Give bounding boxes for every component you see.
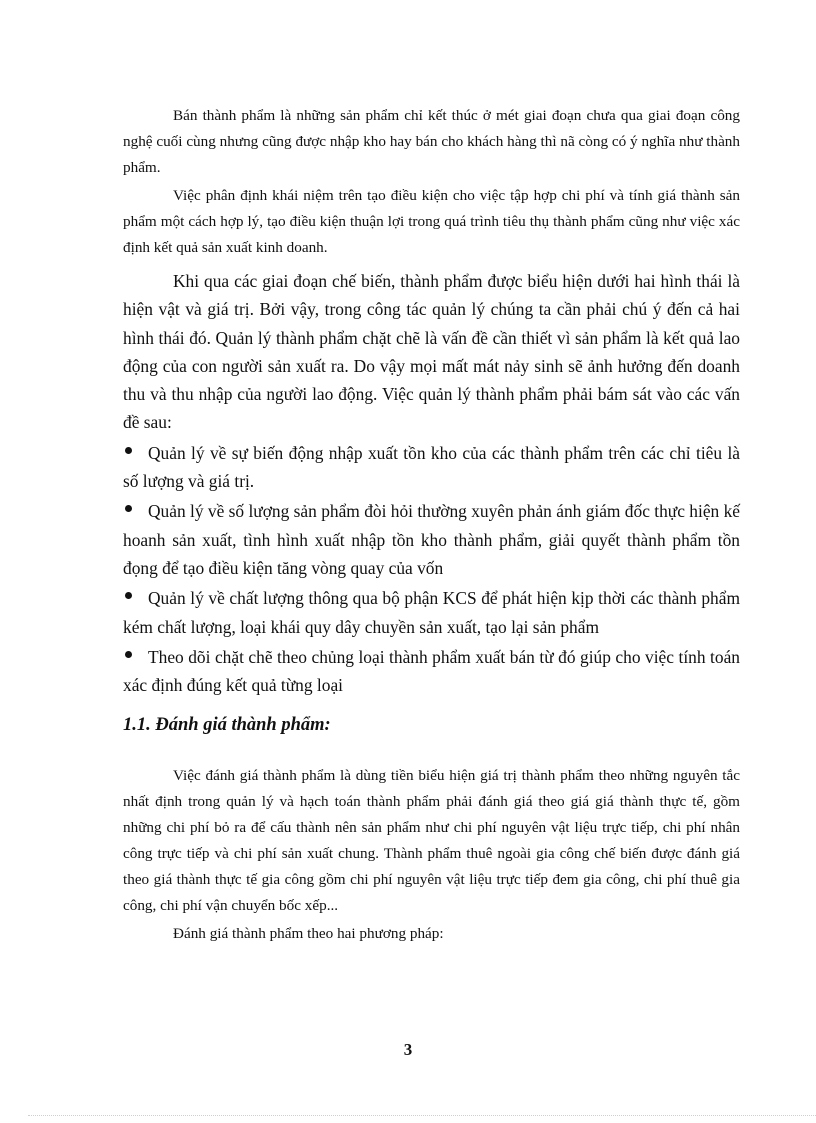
bullet-icon	[125, 592, 132, 599]
paragraph-semi-finished-products: Bán thành phẩm là những sản phẩm chỉ kết thúc ở mét giai đoạn chưa qua giai đoạn công nghệ cuối cùng nhưng cũng được nhập kho hay bán cho khách hàng thì nã còng có ý nghĩa như thành phẩm.	[123, 107, 740, 176]
page-bottom-divider	[28, 1115, 816, 1116]
section-heading: 1.1. Đánh giá thành phẩm:	[123, 715, 331, 736]
list-item-text: Quản lý về chất lượng thông qua bộ phận KCS để phát hiện kịp thời các thành phẩm kém chất lượng, loại khái quy dây chuyền sản xuất, tạo lại sản phẩm	[123, 588, 740, 637]
list-item	[123, 437, 740, 496]
page-number: 3	[403, 1040, 413, 1059]
paragraph-valuation-methods: Đánh giá thành phẩm theo hai phương pháp:	[173, 925, 444, 943]
bullet-icon	[125, 447, 132, 454]
list-item	[123, 641, 740, 700]
bullet-icon	[125, 651, 132, 658]
paragraph-valuation: Việc đánh giá thành phẩm là dùng tiền biểu hiện giá trị thành phẩm theo những nguyên tắc nhất định trong quản lý và hạch toán thành phẩm phải đánh giá theo giá giá thành thực tế, gồm những chi phí bỏ ra để cấu thành nên sản phẩm như chi phí nguyên vật liệu trực tiếp, chi phí nhân công trực tiếp và chi phí sản xuất chung. Thành phẩm thuê ngoài gia công chế biến được đánh giá theo giá thành thực tế gia công gồm chi phí nguyên vật liệu trực tiếp đem gia công, chi phí thuê gia công, chi phí vận chuyển bốc xếp...	[123, 767, 740, 915]
list-item-text: Theo dõi chặt chẽ theo chủng loại thành phẩm xuất bán từ đó giúp cho việc tính toán xác định đúng kết quả từng loại	[123, 646, 740, 696]
list-item-text: Quản lý về sự biến động nhập xuất tồn kho của các thành phẩm trên các chỉ tiêu là số lượng và giá trị.	[123, 442, 740, 492]
management-bullet-list	[123, 437, 740, 700]
list-item	[123, 582, 740, 641]
paragraph-product-management: Khi qua các giai đoạn chế biến, thành phẩm được biểu hiện dưới hai hình thái là hiện vật và giá trị. Bởi vậy, trong công tác quản lý chúng ta cần phải chú ý đến cả hai hình thái đó. Quản lý thành phẩm chặt chẽ là vấn đề cần thiết vì sản phẩm là kết quả lao động của con người sản xuất ra. Do vậy mọi mất mát nảy sinh sẽ ảnh hưởng đến doanh thu và thu nhập của người lao động. Việc quản lý thành phẩm phải bám sát vào các vấn đề sau:	[123, 271, 740, 433]
list-item-text: Quản lý về số lượng sản phẩm đòi hỏi thường xuyên phản ánh giám đốc thực hiện kế hoanh sản xuất, tình hình xuất nhập tồn kho thành phẩm, giải quyết thành phẩm tồn đọng để tạo điều kiện tăng vòng quay của vốn	[123, 501, 740, 578]
list-item	[123, 495, 740, 582]
bullet-icon	[125, 505, 132, 512]
page-content	[123, 103, 740, 947]
paragraph-concept-definition: Việc phân định khái niệm trên tạo điều kiện cho việc tập hợp chi phí và tính giá thành sản phẩm một cách hợp lý, tạo điều kiện thuận lợi trong quá trình tiêu thụ thành phẩm cũng như việc xác định kết quả sản xuất kinh doanh.	[123, 187, 740, 256]
